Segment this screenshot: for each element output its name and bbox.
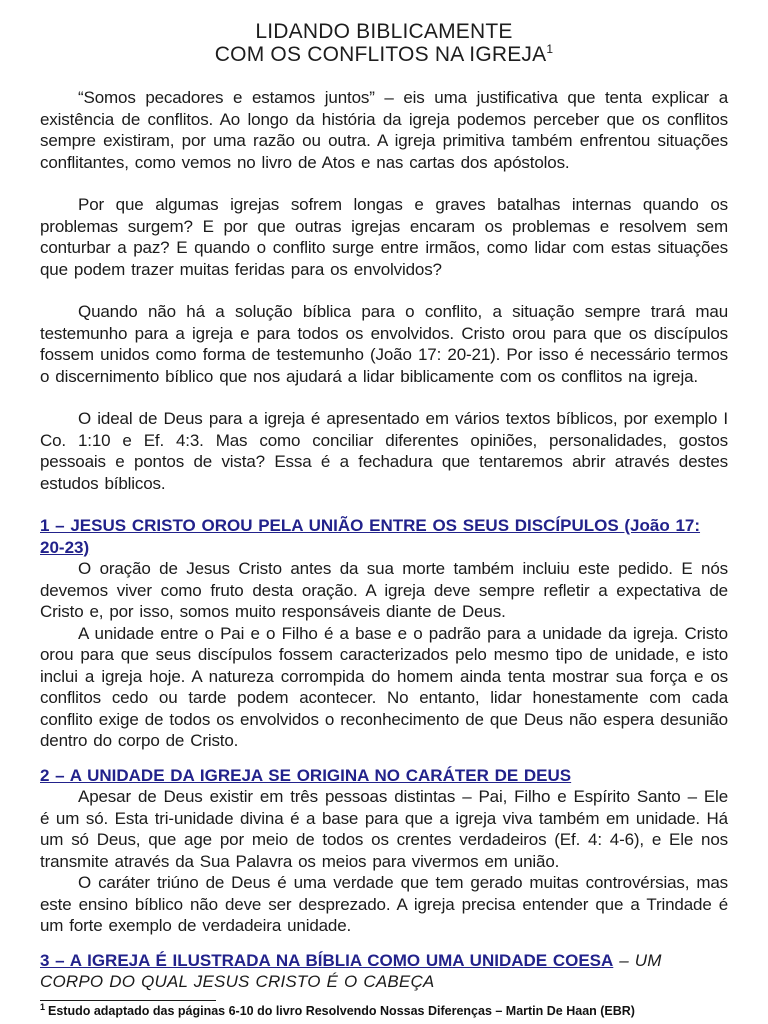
footnote-content: Estudo adaptado das páginas 6-10 do livro Resolvendo Nossas Diferenças – Martin De Haan (EBR) [48, 1004, 635, 1018]
intro-paragraph-3: Quando não há a solução bíblica para o conflito, a situação sempre trará mau testemunho para a igreja e para todos os envolvidos. Cristo orou para que os discípulos fossem unidos como forma de testemunho (João 17: 20-21). Por isso é necessário termos o discernimento bíblico que nos ajudará a lidar biblicamente com os conflitos na igreja. [40, 302, 728, 386]
intro-paragraph-2: Por que algumas igrejas sofrem longas e graves batalhas internas quando os problemas surgem? E por que outras igrejas encaram os problemas e resolvem sem conturbar a paz? E quando o conflito surge entre irmãos, como lidar com estas situações que podem trazer muitas feridas para os envolvidos? [40, 195, 728, 279]
section-3-heading-subtitle: – UM CORPO DO QUAL JESUS CRISTO É O CABEÇA [40, 950, 662, 991]
footnote-rule [40, 1000, 216, 1001]
title-line-1: LIDANDO BIBLICAMENTE [255, 20, 513, 43]
section-3-heading [40, 950, 728, 993]
document-title [40, 20, 728, 66]
title-line-2: COM OS CONFLITOS NA IGREJA [214, 43, 547, 66]
intro-paragraph-1: “Somos pecadores e estamos juntos” – eis uma justificativa que tenta explicar a existência de conflitos. Ao longo da história da igreja podemos perceber que os conflitos sempre existiram, por uma razão ou outra. A igreja primitiva também enfrentou situações conflitantes, como vemos no livro de Atos e nas cartas dos apóstolos. [40, 88, 728, 172]
footnote [40, 1000, 728, 1019]
section-2-paragraph-2: O caráter triúno de Deus é uma verdade que tem gerado muitas controvérsias, mas este ensino bíblico não deve ser desprezado. A igreja precisa entender que a Trindade é um forte exemplo de verdadeira unidade. [40, 873, 728, 935]
section-1-paragraph-2: A unidade entre o Pai e o Filho é a base e o padrão para a unidade da igreja. Cristo orou para que seus discípulos fossem caracterizados pelo mesmo tipo de unidade, e isto inclui a igreja hoje. A natureza corrompida do homem ainda tenta mostrar sua força e os conflitos cedo ou tarde podem acontecer. No entanto, lidar honestamente com cada conflito exige de todos os envolvidos o reconhecimento de que Deus não espera desunião dentro do corpo de Cristo. [40, 623, 728, 750]
footnote-text [40, 1001, 728, 1019]
section-2-heading [40, 765, 728, 787]
section-2-paragraph-1: Apesar de Deus existir em três pessoas distintas – Pai, Filho e Espírito Santo – Ele é um só. Esta tri-unidade divina é a base para que a igreja viva também em unidade. Há um só Deus, que age por meio de todos os crentes verdadeiros (Ef. 4: 4-6), e Ele nos transmite através da Sua Palavra os meios para vivermos em união. [40, 787, 728, 871]
section-1-heading-text: 1 – JESUS CRISTO OROU PELA UNIÃO ENTRE OS SEUS DISCÍPULOS (João 17: 20-23) [40, 516, 701, 557]
section-1-paragraph-1: O oração de Jesus Cristo antes da sua morte também incluiu este pedido. E nós devemos viver como fruto desta oração. A igreja deve sempre refletir a expectativa de Cristo e, por isso, somos muito responsáveis diante de Deus. [40, 559, 728, 621]
footnote-marker: 1 [40, 1001, 46, 1012]
section-3-heading-text: 3 – A IGREJA É ILUSTRADA NA BÍBLIA COMO UMA UNIDADE COESA [40, 950, 614, 970]
intro-paragraph-4: O ideal de Deus para a igreja é apresentado em vários textos bíblicos, por exemplo I Co. 1:10 e Ef. 4:3. Mas como conciliar diferentes opiniões, personalidades, gostos pessoais e pontos de vista? Essa é a fechadura que tentaremos abrir através destes estudos bíblicos. [40, 409, 728, 493]
section-1-heading [40, 515, 728, 558]
footnote-reference: 1 [546, 42, 554, 56]
section-2-heading-text: 2 – A UNIDADE DA IGREJA SE ORIGINA NO CARÁTER DE DEUS [40, 765, 572, 785]
